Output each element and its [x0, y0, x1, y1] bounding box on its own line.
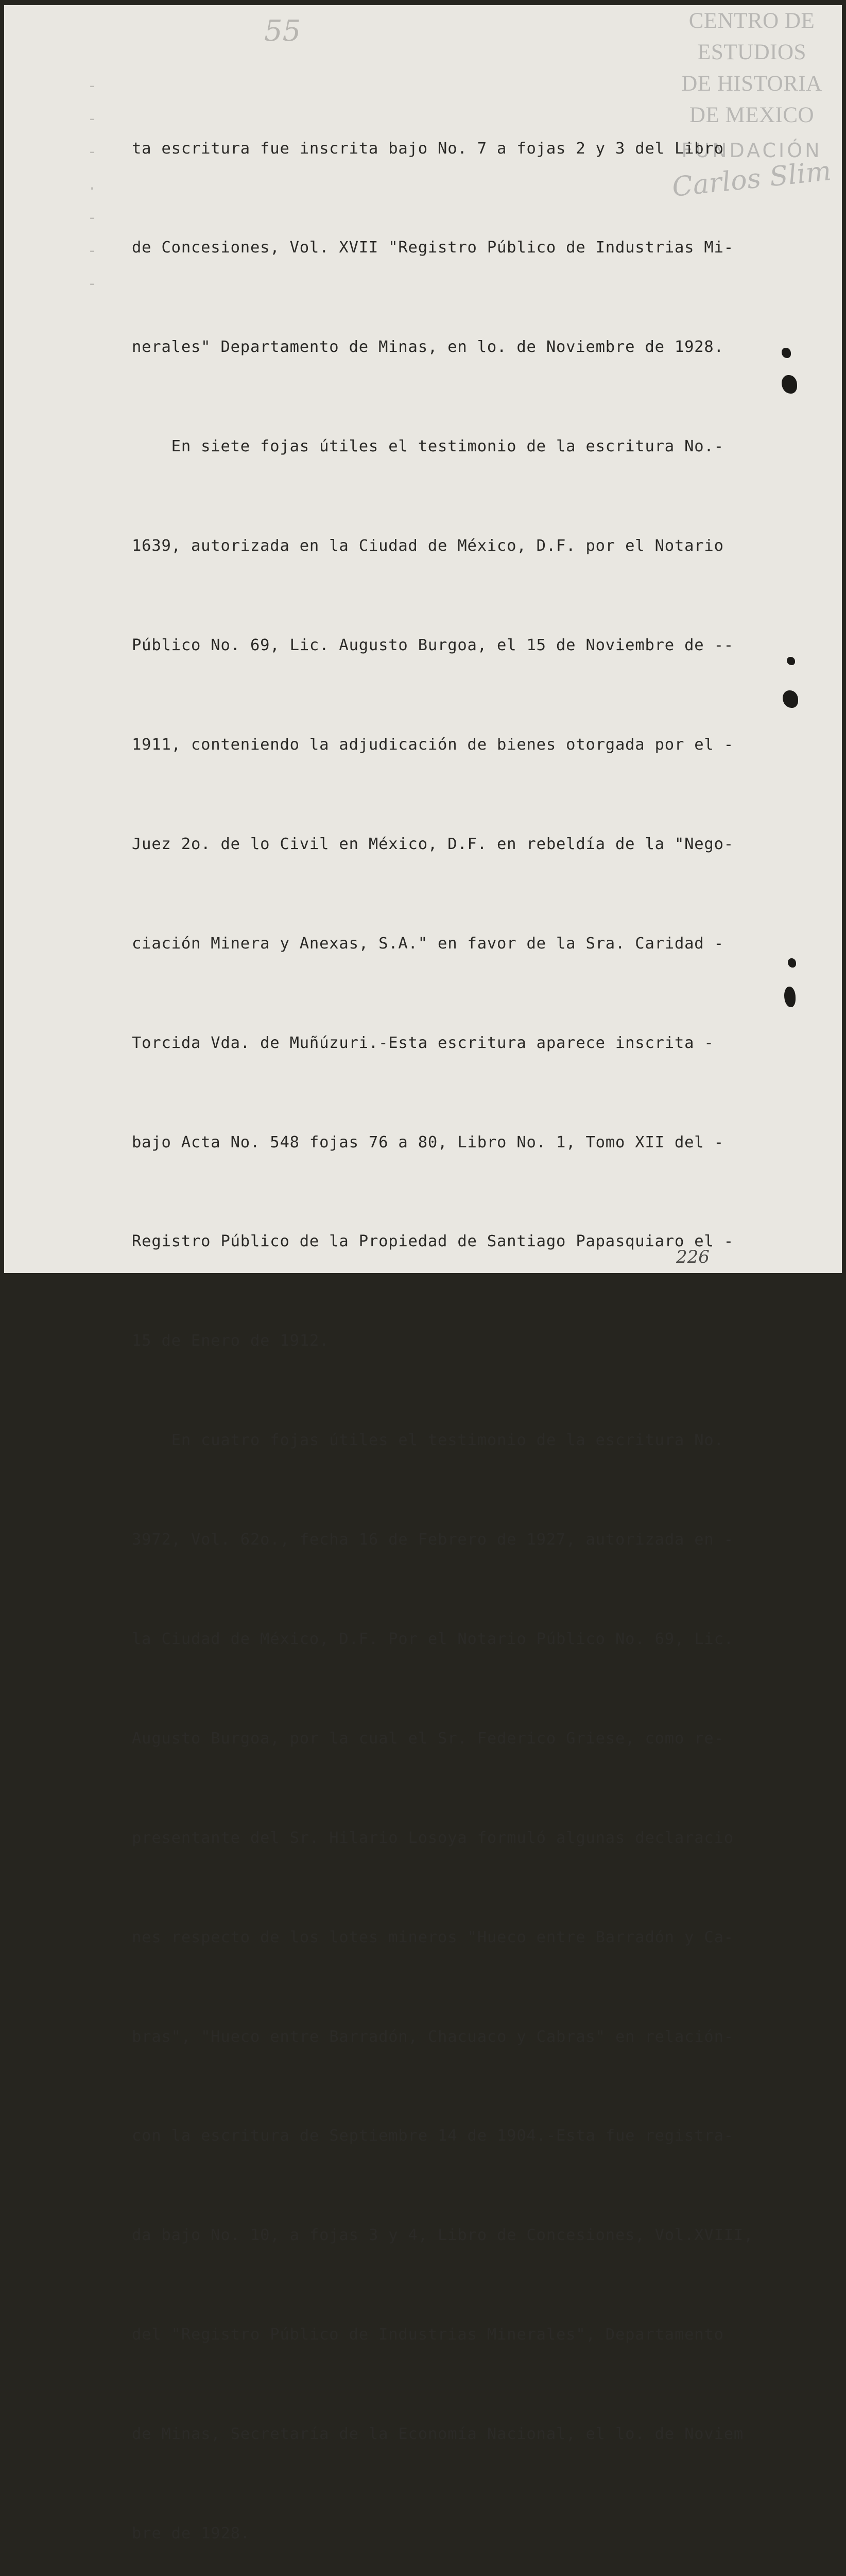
text-line: bajo Acta No. 548 fojas 76 a 80, Libro No. 1, Tomo XII del - [132, 1133, 724, 1151]
text-line: 3972, Vol. 62o., fecha 16 de Febrero de 1927, autorizada en - [132, 1531, 734, 1549]
watermark-signature: Carlos Slim [670, 155, 833, 204]
watermark-line: DE MEXICO [689, 103, 815, 127]
binding-hole [783, 690, 798, 708]
watermark-line: ESTUDIOS [697, 40, 806, 64]
text-line: de Concesiones, Vol. XVII "Registro Público de Industrias Mi- [132, 239, 734, 257]
text-line: la Ciudad de México, D.F. Por el Notario Público No. 69, Lic. [132, 1630, 734, 1648]
text-line: Juez 2o. de lo Civil en México, D.F. en rebeldía de la "Nego- [132, 835, 734, 853]
text-line: nerales" Departamento de Minas, en lo. de Noviembre de 1928. [132, 338, 724, 357]
text-line: bre de 1928. [132, 2524, 250, 2543]
folio-number: 226 [676, 1247, 710, 1267]
text-line: 1639, autorizada en la Ciudad de México, D.F. por el Notario [132, 537, 724, 555]
bleed-through-left: - - - . - - - [87, 77, 97, 293]
text-line: Augusto Burgoa, por la cual el Sr. Federico Griese, como re- [132, 1729, 724, 1748]
document-page [4, 5, 842, 2543]
text-line: de Minas, Secretaría de la Economía Nacional, el lo. de Noviem [132, 2425, 744, 2444]
binding-hole [788, 958, 796, 968]
text-line: 1911, conteniendo la adjudicación de bienes otorgada por el - [132, 735, 734, 754]
text-line: presentante del Sr. Hilario Losoya formuló algunas declaracio [132, 1828, 734, 1847]
binding-hole [782, 348, 791, 358]
text-line: ta escritura fue inscrita bajo No. 7 a fojas 2 y 3 del Libro [132, 139, 724, 158]
watermark-line: DE HISTORIA [681, 72, 822, 96]
watermark-foundation: FUNDACIÓN [681, 139, 822, 162]
text-line: En cuatro fojas útiles el testimonio de la escritura No. [132, 1431, 724, 1450]
binding-hole [787, 657, 795, 665]
page-number: 55 [264, 14, 301, 48]
text-line: da bajo No. 10, a fojas 3 y 4, Libro de Concesiones, Vol.XVIII, [132, 2226, 754, 2245]
binding-hole [782, 375, 797, 394]
text-line: 15 de Enero de 1912. [132, 1332, 330, 1350]
text-line: ciación Minera y Anexas, S.A." en favor de la Sra. Caridad - [132, 934, 724, 953]
text-line: nes respecto de los lotes mineros "Hueco entre Barradón y Ca- [132, 1928, 734, 1946]
text-line: Registro Público de la Propiedad de Santiago Papasquiaro el - [132, 1232, 734, 1251]
text-line: Público No. 69, Lic. Augusto Burgoa, el 15 de Noviembre de -- [132, 636, 734, 655]
text-line: con la escritura de Septiembre 14 de 1904.-Esta fue registra- [132, 2127, 734, 2145]
typed-body-text [132, 66, 755, 2576]
text-line: Torcida Vda. de Muñúzuri.-Esta escritura aparece inscrita - [132, 1033, 714, 1052]
binding-hole [784, 987, 796, 1007]
text-line: En siete fojas útiles el testimonio de la escritura No.- [132, 437, 724, 456]
watermark-line: CENTRO DE [688, 9, 815, 33]
text-line: bras", "Hueco entre Barradón, Chacuaco y Cabras" en relación- [132, 2027, 734, 2046]
text-line: del "Registro Público de Industrias Minerales", Departamento [132, 2326, 724, 2344]
